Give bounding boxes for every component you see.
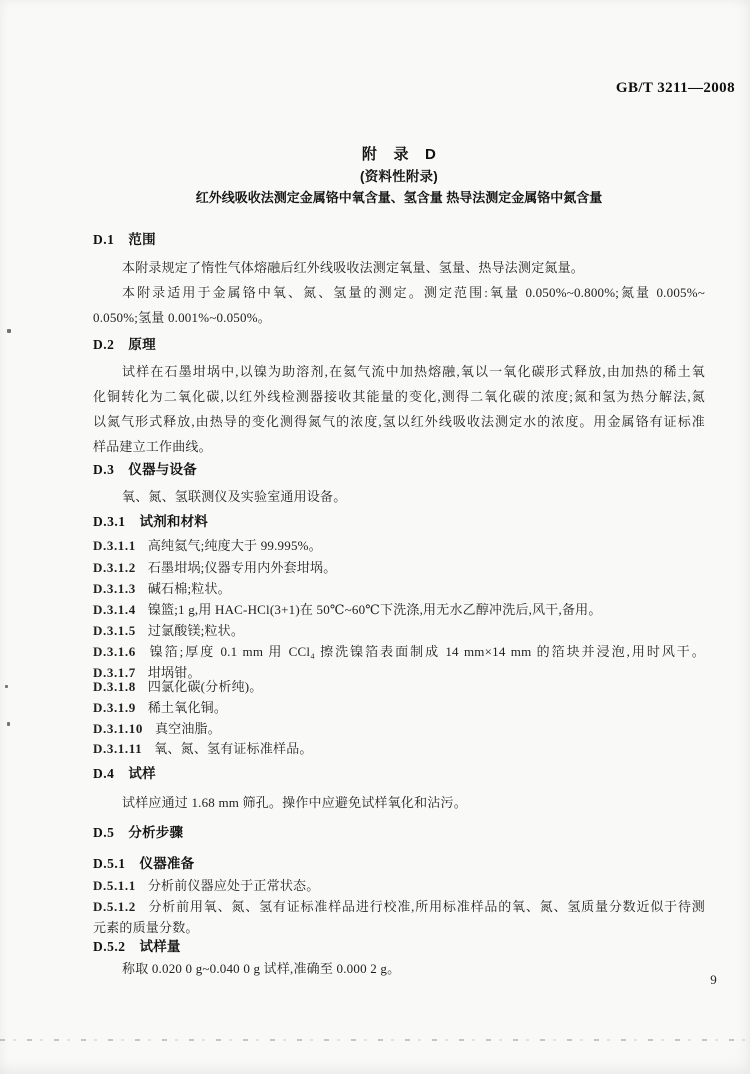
section-heading-d31 [93, 513, 705, 530]
section-label: D.2 [93, 337, 115, 352]
paragraph-line: 试样应通过 1.68 mm 筛孔。操作中应避免试样氧化和沾污。 [122, 795, 467, 810]
section-title: 试样量 [139, 939, 181, 954]
standard-code: GB/T 3211—2008 [615, 80, 735, 96]
section-heading-d51 [93, 855, 705, 872]
clause-label: D.3.1.9 [93, 700, 136, 715]
clause-label: D.3.1.2 [93, 560, 136, 575]
clause-text: 高纯氦气;纯度大于 99.995%。 [147, 538, 322, 553]
clause-label: D.3.1.8 [93, 679, 136, 694]
paragraph-line: 化铜转化为二氧化碳,以红外线检测器接收其能量的变化,测得二氧化碳的浓度;氮和氢为热分解法,氮 [93, 389, 705, 404]
clause-label: D.3.1.7 [93, 665, 136, 680]
list-item [93, 622, 705, 639]
scan-speck [7, 329, 11, 333]
section-title: 试样 [128, 766, 156, 781]
paragraph-line: 以氮气形式释放,由热导的变化测得氮气的浓度,氢以红外线吸收法测定水的浓度。用金属铬有证标准 [93, 414, 705, 429]
clause-label: D.3.1.1 [93, 538, 136, 553]
section-heading-d52 [93, 938, 705, 955]
clause-text: 石墨坩埚;仪器专用内外套坩埚。 [147, 560, 337, 575]
clause-text: 分析前仪器应处于正常状态。 [147, 878, 320, 893]
section-title: 范围 [128, 232, 156, 247]
list-item [93, 740, 705, 757]
paragraph-line: 0.050%;氢量 0.001%~0.050%。 [93, 310, 271, 325]
section-heading-d4 [93, 765, 705, 782]
section-label: D.5.2 [93, 939, 126, 954]
clause-text: 氧、氮、氢有证标准样品。 [154, 741, 313, 756]
list-item [93, 678, 705, 695]
clause-text: 真空油脂。 [154, 721, 221, 736]
paragraph-line: 本附录适用于金属铬中氧、氮、氢量的测定。测定范围:氧量 0.050%~0.800%;氮量 0.005%~ [122, 285, 705, 300]
section-heading-d1 [93, 231, 705, 248]
list-item [93, 699, 705, 716]
section-label: D.1 [93, 232, 115, 247]
section-title: 仪器准备 [139, 856, 195, 871]
scan-edge-line [0, 1039, 750, 1041]
appendix-type-note: (资料性附录) [360, 169, 438, 184]
section-heading-d3 [93, 461, 705, 478]
clause-label: D.3.1.6 [93, 644, 136, 659]
clause-label: D.3.1.11 [93, 741, 143, 756]
clause-text: 坩埚钳。 [147, 665, 201, 680]
page-number: 9 [710, 972, 717, 987]
section-heading-d2 [93, 336, 705, 353]
section-label: D.3 [93, 462, 115, 477]
list-item [93, 898, 705, 915]
section-label: D.5 [93, 825, 115, 840]
section-label: D.5.1 [93, 856, 126, 871]
appendix-full-title: 红外线吸收法测定金属铬中氧含量、氢含量 热导法测定金属铬中氮含量 [195, 190, 603, 205]
list-item [93, 601, 705, 618]
clause-text: 碱石棉;粒状。 [147, 581, 231, 596]
clause-text: 过氯酸镁;粒状。 [147, 623, 245, 638]
paragraph-line: 元素的质量分数。 [93, 920, 199, 935]
scan-speck [5, 685, 8, 688]
section-label: D.3.1 [93, 514, 126, 529]
clause-text: 四氯化碳(分析纯)。 [147, 679, 263, 694]
scan-speck [7, 722, 10, 726]
clause-label: D.5.1.1 [93, 878, 136, 893]
clause-text: 镍篮;1 g,用 HAC-HCl(3+1)在 50℃~60℃下洗涤,用无水乙醇冲洗后,风干,备用。 [147, 602, 602, 617]
clause-label: D.3.1.5 [93, 623, 136, 638]
list-item [93, 643, 705, 660]
list-item [93, 537, 705, 554]
paragraph-line: 样品建立工作曲线。 [93, 439, 212, 454]
clause-label: D.3.1.3 [93, 581, 136, 596]
section-title: 试剂和材料 [139, 514, 208, 529]
section-heading-d5 [93, 824, 705, 841]
clause-text: 稀土氧化铜。 [147, 700, 228, 715]
clause-text: 镍箔;厚度 0.1 mm 用 CCl₄ 擦洗镍箔表面制成 14 mm×14 mm 的箔块并浸泡,用时风干。 [147, 644, 705, 659]
clause-label: D.3.1.4 [93, 602, 136, 617]
section-title: 仪器与设备 [128, 462, 197, 477]
clause-text: 分析前用氧、氮、氢有证标准样品进行校准,所用标准样品的氧、氮、氢质量分数近似于待测 [147, 899, 705, 914]
list-item [93, 559, 705, 576]
clause-label: D.5.1.2 [93, 899, 136, 914]
appendix-title: 附 录 D [361, 146, 437, 163]
paragraph-line: 氧、氮、氢联测仪及实验室通用设备。 [122, 489, 347, 504]
list-item [93, 877, 705, 894]
section-title: 原理 [128, 337, 156, 352]
list-item [93, 580, 705, 597]
paragraph-line: 本附录规定了惰性气体熔融后红外线吸收法测定氧量、氢量、热导法测定氮量。 [122, 260, 585, 275]
list-item [93, 720, 705, 737]
section-title: 分析步骤 [128, 825, 184, 840]
clause-label: D.3.1.10 [93, 721, 143, 736]
section-label: D.4 [93, 766, 115, 781]
paragraph-line: 称取 0.020 0 g~0.040 0 g 试样,准确至 0.000 2 g。 [122, 961, 401, 976]
paragraph-line: 试样在石墨坩埚中,以镍为助溶剂,在氦气流中加热熔融,氧以一氧化碳形式释放,由加热的稀土氧 [122, 364, 705, 379]
